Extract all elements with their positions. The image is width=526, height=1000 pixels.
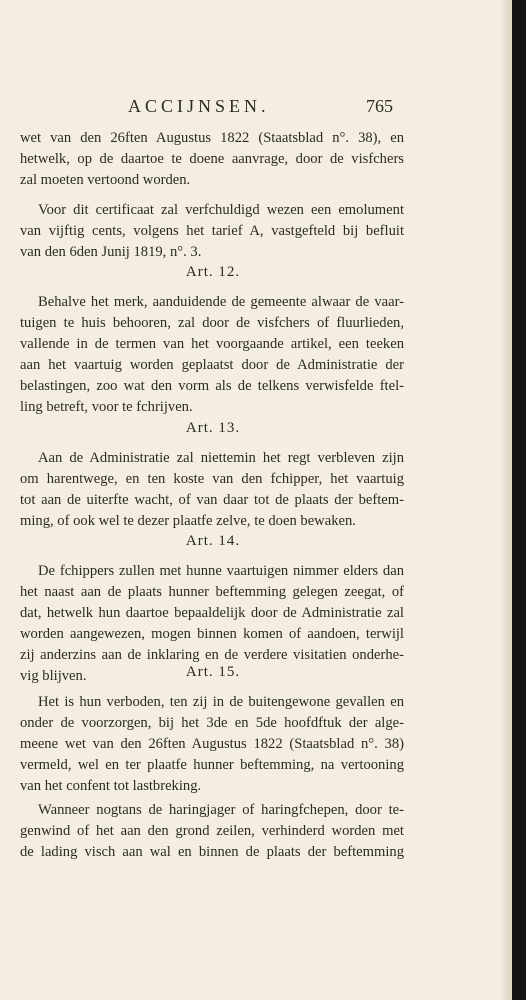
- text-line: van het confent tot lastbreking.: [20, 778, 202, 794]
- text-line: vig blijven.: [20, 668, 87, 684]
- text-line: Aan de Administratie zal niettemin het regt verbleven zijn: [38, 450, 404, 466]
- article-heading: Art. 13.: [185, 420, 241, 436]
- text-line: worden aangewezen, mogen binnen komen of aandoen, terwijl: [20, 626, 404, 642]
- text-line: vallende in de termen van het voorgaande artikel, een teeken: [20, 336, 404, 352]
- text-line: ming, of ook wel te dezer plaatfe zelve, te doen bewaken.: [20, 513, 356, 529]
- text-line: tot aan de uiterfte wacht, of van daar tot de plaats der beftem-: [20, 492, 404, 508]
- text-line: van den 6den Junij 1819, n°. 3.: [20, 244, 202, 260]
- text-line: meene wet van den 26ften Augustus 1822 (Staatsblad n°. 38): [20, 736, 404, 752]
- text-line: zal moeten vertoond worden.: [20, 172, 191, 188]
- text-line: De fchippers zullen met hunne vaartuigen nimmer elders dan: [38, 563, 404, 579]
- text-line: belastingen, zoo wat den vorm als de telkens verwisfelde ftel-: [20, 378, 404, 394]
- text-line: vermeld, wel en ter plaatfe hunner beftemming, na vertooning: [20, 757, 404, 773]
- text-line: het naast aan de plaats hunner beftemming gelegen zeegat, of: [20, 584, 404, 600]
- text-line: Behalve het merk, aanduidende de gemeente alwaar de vaar-: [38, 294, 404, 310]
- running-head: ACCIJNSEN.: [128, 96, 270, 116]
- text-line: Wanneer nogtans de haringjager of haringfchepen, door te-: [38, 802, 404, 818]
- text-line: van vijftig cents, volgens het tarief A, vastgefteld bij befluit: [20, 223, 404, 239]
- text-line: aan het vaartuig worden geplaatst door de Administratie der: [20, 357, 404, 373]
- text-line: genwind of het aan den grond zeilen, verhinderd worden met: [20, 823, 404, 839]
- text-line: de lading visch aan wal en binnen de plaats der beftemming: [20, 844, 404, 860]
- article-heading: Art. 14.: [185, 533, 241, 549]
- text-line: onder de voorzorgen, bij het 3de en 5de hoofdftuk der alge-: [20, 715, 404, 731]
- text-line: om harentwege, en ten koste van den fchipper, het vaartuig: [20, 471, 404, 487]
- text-line: Voor dit certificaat zal verfchuldigd wezen een emolument: [38, 202, 404, 218]
- page-number: 765: [366, 96, 393, 116]
- article-heading: Art. 15.: [185, 664, 241, 680]
- text-line: dat, hetwelk hun daartoe bepaaldelijk door de Administratie zal: [20, 605, 404, 621]
- text-line: ling betreft, voor te fchrijven.: [20, 399, 193, 415]
- text-line: hetwelk, op de daartoe te doene aanvrage, door de visfchers: [20, 151, 404, 167]
- text-line: tuigen te huis behooren, zal door de visfchers of fluurlieden,: [20, 315, 404, 331]
- text-line: wet van den 26ften Augustus 1822 (Staatsblad n°. 38), en: [20, 130, 404, 146]
- text-line: Het is hun verboden, ten zij in de buitengewone gevallen en: [38, 694, 404, 710]
- article-heading: Art. 12.: [185, 264, 241, 280]
- text-line: zij anderzins aan de inklaring en de verdere visitatien onderhe-: [20, 647, 404, 663]
